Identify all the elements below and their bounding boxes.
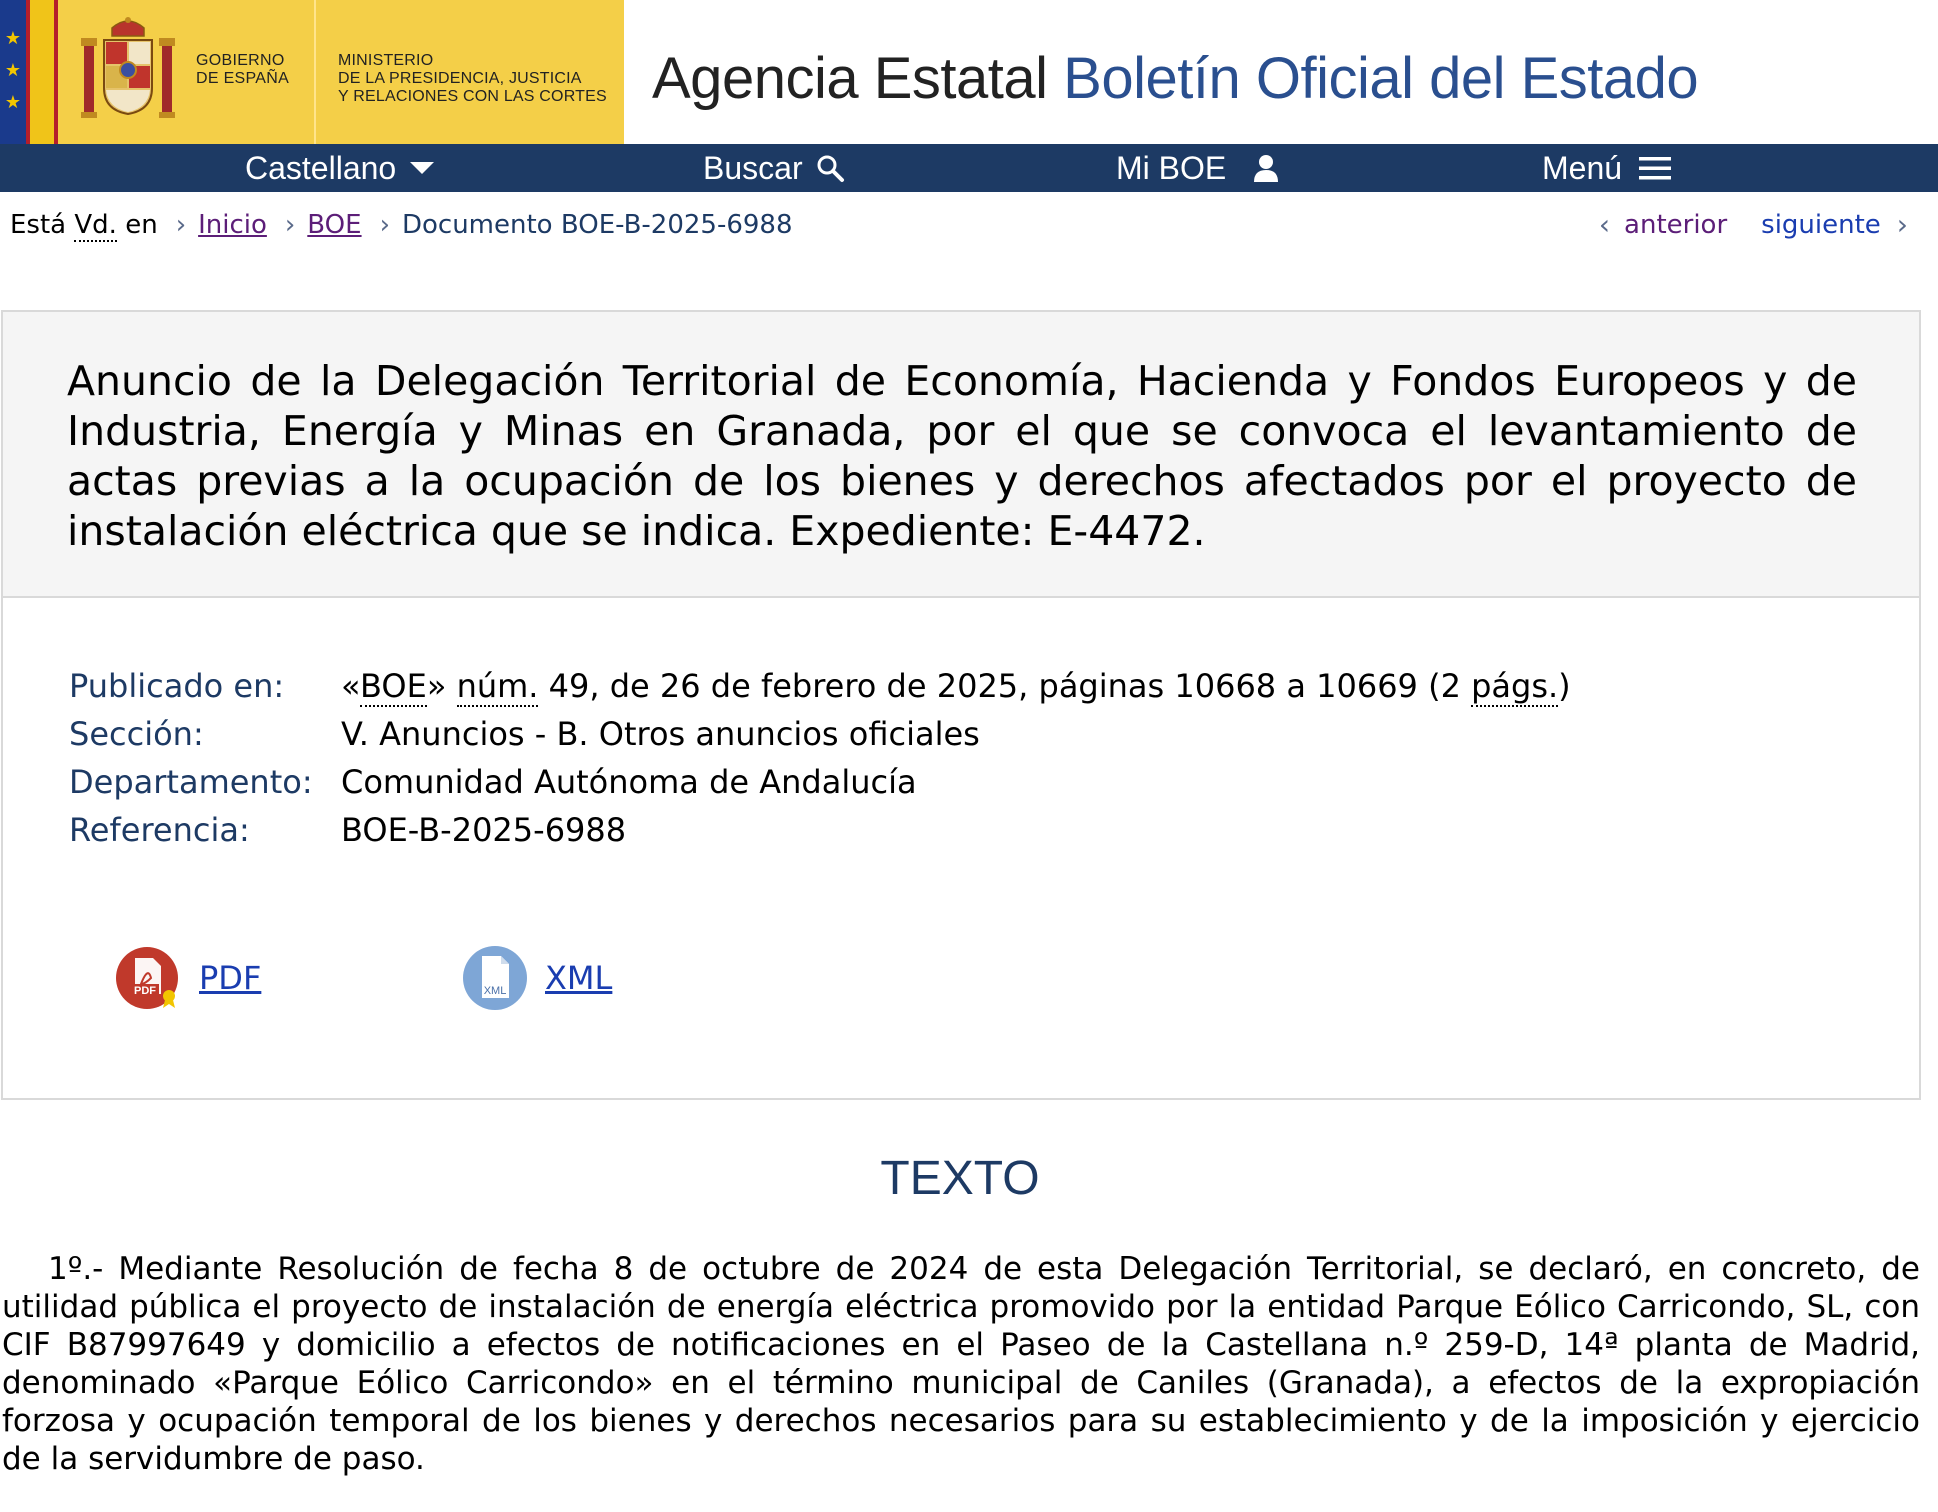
gov-label-line-2: DE ESPAÑA [196, 70, 290, 87]
chevron-left-icon[interactable]: ‹ [1598, 208, 1611, 241]
language-label: Castellano [245, 150, 397, 186]
coat-of-arms-icon [78, 14, 178, 124]
search-label: Buscar [703, 150, 803, 186]
breadcrumb-link-boe[interactable]: BOE [307, 210, 362, 240]
meta-value-reference: BOE-B-2025-6988 [341, 811, 627, 849]
document-title-box [1, 310, 1921, 596]
chevron-right-icon: › [284, 210, 296, 240]
pdf-icon-text: PDF [134, 985, 156, 997]
meta-label-reference: Referencia: [69, 811, 250, 849]
caret-down-icon [408, 160, 436, 176]
breadcrumb-link-home[interactable]: Inicio [198, 210, 267, 240]
published-close-paren: ) [1558, 667, 1571, 705]
breadcrumb-prefix-esta: Está [10, 210, 67, 240]
government-label [196, 52, 289, 88]
pdf-download-link[interactable]: PDF [199, 959, 262, 997]
pdf-file-icon [115, 944, 183, 1012]
chevron-right-icon: › [379, 210, 390, 240]
ministry-line-3: Y RELACIONES CON LAS CORTES [338, 88, 607, 105]
previous-document-link[interactable]: anterior [1624, 210, 1728, 240]
body-paragraph-next-cutoff [2, 1500, 1920, 1512]
meta-value-department: Comunidad Autónoma de Andalucía [341, 763, 917, 801]
search-button[interactable] [703, 144, 845, 192]
agency-title-part1: Agencia Estatal [652, 46, 1048, 111]
ministry-line-2: DE LA PRESIDENCIA, JUSTICIA [338, 70, 582, 87]
xml-icon-text: XML [483, 985, 507, 997]
government-logo-block[interactable] [58, 0, 624, 144]
meta-label-section: Sección: [69, 715, 204, 753]
agency-title-part2: Boletín Oficial del Estado [1063, 46, 1699, 111]
breadcrumb-current: Documento BOE-B-2025-6988 [401, 210, 793, 240]
hamburger-menu-icon [1638, 154, 1672, 182]
my-boe-button[interactable] [1116, 144, 1284, 192]
chevron-right-icon[interactable]: › [1896, 208, 1908, 241]
xml-download[interactable] [461, 944, 612, 1012]
menu-label: Menú [1542, 150, 1623, 186]
pdf-download[interactable] [115, 944, 261, 1012]
meta-value-section: V. Anuncios - B. Otros anuncios oficiales [341, 715, 980, 753]
breadcrumb-prefix [10, 208, 158, 242]
language-selector[interactable] [245, 144, 436, 192]
breadcrumb-prefix-en: en [125, 210, 158, 240]
next-document-link[interactable]: siguiente [1761, 210, 1881, 240]
body-paragraph: 1º.- Mediante Resolución de fecha 8 de octubre de 2024 de esta Delegación Territorial, se declaró, en concreto, de utilidad pública el proyecto de instalación de energía eléctrica promovido por la entidad Parque Eólico Carricondo, SL, con CIF B87997649 y domicilio a efectos de notificaciones en el Paseo de la Castellana n.º 259-D, 14ª planta de Madrid, denominado «Parque Eólico Carricondo» en el término municipal de Caniles (Granada), a efectos de la expropiación forzosa y ocupación temporal de los bienes y derechos necesarios para su establecimiento y de la imposición y ejercicio de la servidumbre de paso. [2, 1251, 1920, 1477]
breadcrumb-prefix-vd: Vd. [74, 210, 117, 240]
meta-label-published: Publicado en: [69, 667, 285, 705]
document-title: Anuncio de la Delegación Territorial de Economía, Hacienda y Fondos Europeos y de Industria, Energía y Minas en Granada, por el que se convoca el levantamiento de actas previas a la ocupación de los bienes y derechos afectados por el proyecto de instalación eléctrica que se indica. Expediente: E-4472. [67, 357, 1857, 555]
agency-title[interactable] [652, 44, 1698, 114]
user-icon [1248, 153, 1284, 183]
xml-download-link[interactable]: XML [545, 959, 613, 997]
ministry-line-1: MINISTERIO [338, 52, 434, 69]
published-boe-abbr: BOE [360, 667, 427, 705]
published-open-quote: « [341, 667, 361, 705]
text-heading: TEXTO [880, 1152, 1040, 1205]
meta-label-department: Departamento: [69, 763, 313, 801]
meta-value-published [341, 664, 1571, 708]
menu-button[interactable] [1542, 144, 1672, 192]
published-close-quote: » [426, 667, 457, 705]
published-num-abbr: núm. [456, 667, 539, 705]
eu-spain-flag: ★ ★ ★ [0, 0, 58, 144]
ministry-label [338, 52, 607, 106]
breadcrumb [10, 208, 793, 242]
search-icon [815, 153, 845, 183]
main-navigation [0, 144, 1938, 192]
document-metadata-box [1, 596, 1921, 1100]
xml-file-icon [461, 944, 529, 1012]
published-details: 49, de 26 de febrero de 2025, páginas 10668 a 10669 (2 [538, 667, 1472, 705]
document-pager [1599, 208, 1908, 242]
my-boe-label: Mi BOE [1116, 150, 1227, 186]
published-pags-abbr: págs. [1471, 667, 1559, 705]
site-header [0, 0, 1938, 144]
chevron-right-icon: › [175, 210, 187, 240]
gov-label-line-1: GOBIERNO [196, 52, 285, 69]
